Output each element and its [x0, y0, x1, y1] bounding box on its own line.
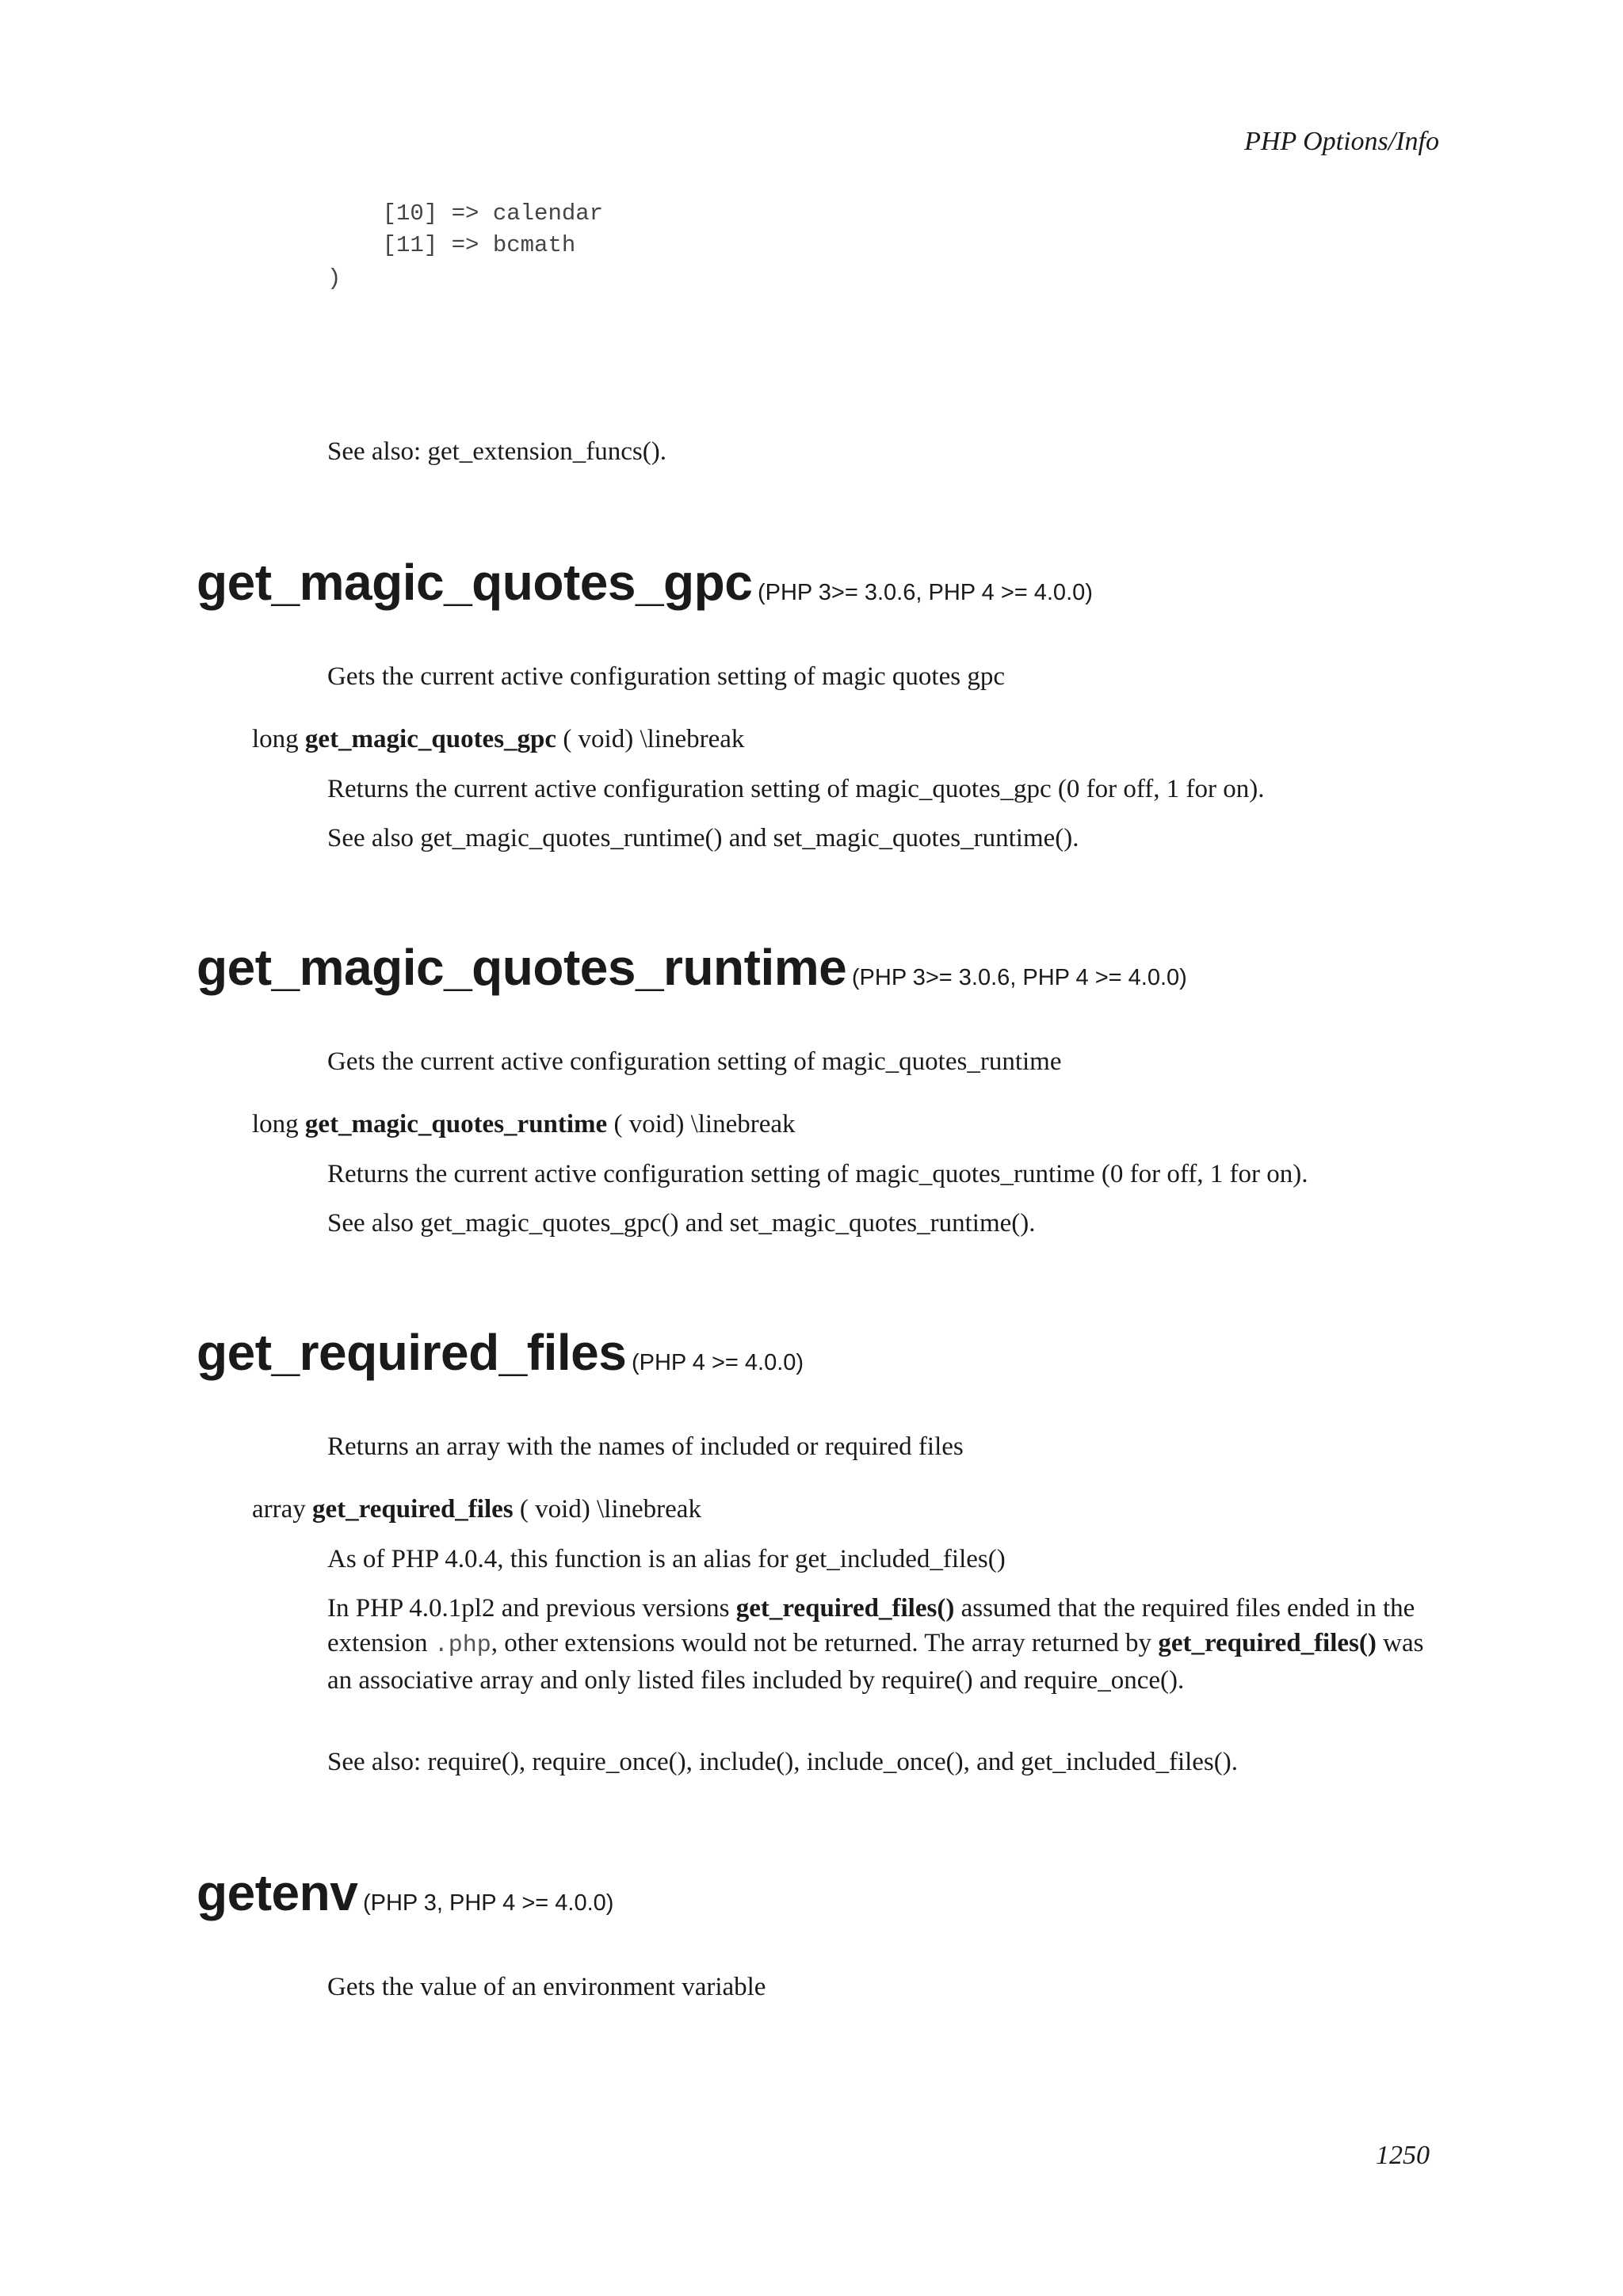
function-name-heading: getenv	[197, 1864, 358, 1921]
purpose-line: Gets the current active configuration setting of magic_quotes_runtime	[327, 1047, 1062, 1076]
function-name-heading: get_magic_quotes_gpc	[197, 554, 753, 611]
function-synopsis	[252, 722, 744, 757]
function-name: get_required_files	[312, 1495, 514, 1524]
text-run: was an associative array and only listed files included by require() and require_once().	[327, 1629, 1424, 1695]
function-name: get_magic_quotes_runtime	[304, 1110, 608, 1138]
page-number: 1250	[1376, 2141, 1430, 2170]
function-params: ( void) \linebreak	[563, 725, 745, 753]
function-reference: get_required_files()	[1158, 1629, 1377, 1657]
purpose-line: Gets the current active configuration setting of magic quotes gpc	[327, 662, 1005, 691]
description-paragraph	[327, 1591, 1429, 1698]
text-run: assumed that the required files ended in the extension	[327, 1594, 1415, 1657]
function-synopsis	[252, 1107, 796, 1142]
version-info: (PHP 3>= 3.0.6, PHP 4 >= 4.0.0)	[757, 580, 1093, 605]
entry-heading	[197, 1863, 613, 1922]
function-name-heading: get_magic_quotes_runtime	[197, 939, 847, 996]
see-also-paragraph: See also get_magic_quotes_gpc() and set_magic_quotes_runtime().	[327, 1209, 1036, 1238]
see-also-paragraph: See also: require(), require_once(), include(), include_once(), and get_included_files().	[327, 1748, 1239, 1776]
code-line: [11] => bcmath	[327, 232, 576, 258]
version-info: (PHP 4 >= 4.0.0)	[631, 1350, 804, 1375]
alias-note: As of PHP 4.0.4, this function is an alias for get_included_files()	[327, 1545, 1006, 1573]
text-run: In PHP 4.0.1pl2 and previous versions	[327, 1594, 736, 1623]
function-params: ( void) \linebreak	[519, 1495, 701, 1524]
return-type: long	[252, 725, 299, 753]
code-line: [10] => calendar	[327, 200, 604, 227]
function-synopsis	[252, 1492, 701, 1527]
function-name: get_magic_quotes_gpc	[304, 725, 557, 753]
return-type: long	[252, 1110, 299, 1138]
entry-heading	[197, 1323, 804, 1382]
file-extension: .php	[433, 1632, 491, 1659]
purpose-line: Returns an array with the names of included or required files	[327, 1432, 964, 1461]
code-line: )	[327, 265, 342, 292]
see-also-paragraph: See also: get_extension_funcs().	[327, 437, 666, 466]
see-also-paragraph: See also get_magic_quotes_runtime() and set_magic_quotes_runtime().	[327, 824, 1079, 852]
version-info: (PHP 3, PHP 4 >= 4.0.0)	[362, 1890, 614, 1916]
version-info: (PHP 3>= 3.0.6, PHP 4 >= 4.0.0)	[851, 965, 1187, 990]
running-header: PHP Options/Info	[1244, 127, 1439, 156]
function-params: ( void) \linebreak	[613, 1110, 796, 1138]
return-type: array	[252, 1495, 306, 1524]
text-run: , other extensions would not be returned. The array returned by	[491, 1629, 1159, 1657]
description-paragraph: Returns the current active configuration setting of magic_quotes_runtime (0 for off, 1 for on).	[327, 1160, 1308, 1188]
entry-heading	[197, 553, 1093, 612]
description-paragraph: Returns the current active configuration setting of magic_quotes_gpc (0 for off, 1 for on).	[327, 775, 1265, 803]
purpose-line: Gets the value of an environment variable	[327, 1973, 766, 2001]
function-name-heading: get_required_files	[197, 1324, 627, 1381]
function-reference: get_required_files()	[735, 1594, 955, 1623]
entry-heading	[197, 938, 1187, 997]
